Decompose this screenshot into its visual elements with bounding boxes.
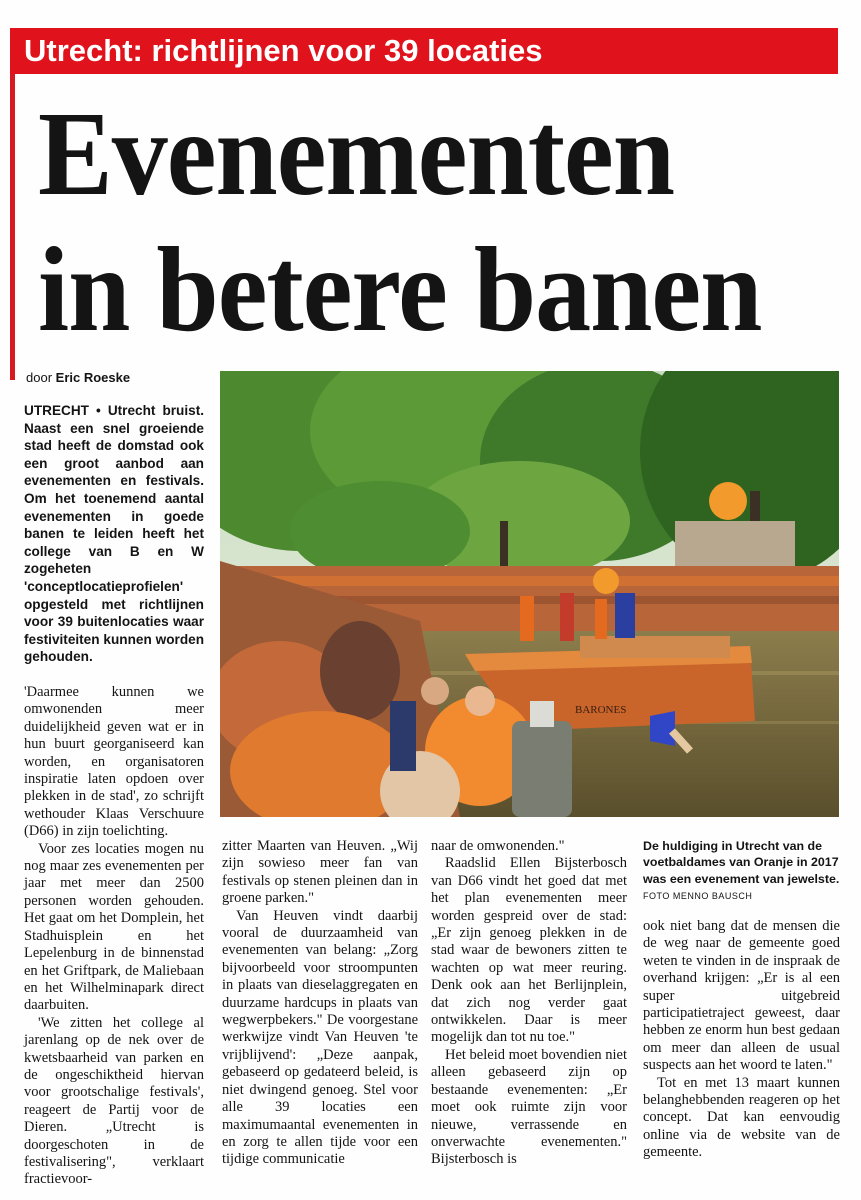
caption-text: De huldiging in Utrecht van de voetbaldames van Oranje in 2017 was een evenement van jewelste. [643, 839, 840, 886]
lead-text: Utrecht bruist. Naast een snel groeiende stad heeft de domstad ook een groot aanbod aan evenementen en festivals. Om het toenemend aantal evenementen in goede banen te leiden heeft het college van B en W zogeheten 'conceptlocatieprofielen' opgesteld met richtlijnen voor 39 buitenlocaties waar festiviteiten kunnen worden gehouden. [24, 403, 205, 665]
lead-paragraph [24, 402, 204, 666]
byline-prefix: door [26, 370, 53, 385]
col1-paragraph-1: 'Daarmee kunnen we omwonenden meer duidelijkheid geven wat er in hun buurt georganiseerd kan worden, en organisatoren inspiratie laten opdoen over plekken in de stad', zo schrijft wethouder Klaas Verschuure (D66) in zijn toelichting. [24, 684, 204, 840]
col1-paragraph-3: 'We zitten het college al jarenlang op de nek over de kwetsbaarheid van parken en de ongeschiktheid hiervan voor grootschalige festivals', reageert de Partij voor de Dieren. „Utrecht is doorgeschoten in de festivalisering", verklaart fractievoor- [24, 1014, 204, 1188]
photo-caption [643, 838, 840, 905]
left-red-rule [10, 28, 15, 380]
col3-paragraph-1: naar de omwonenden." [431, 838, 565, 854]
col3-paragraph-3: Het beleid moet bovendien niet alleen gebaseerd zijn op bestaande evenementen: „Er moet ook ruimte zijn voor nieuwe, verrassende en onverwachte evenementen." Bijsterbosch is [431, 1046, 628, 1168]
article-column-3 [431, 838, 627, 1169]
col2-paragraph-1: zitter Maarten van Heuven. „Wij zijn sowieso meer fan van festivals op stenen pleinen dan in groene parken." [222, 838, 418, 907]
article-column-2 [222, 838, 418, 1169]
photo-credit: FOTO MENNO BAUSCH [643, 891, 753, 902]
headline [38, 86, 838, 358]
col4-paragraph-1: ook niet bang dat de mensen die de weg naar de gemeente goed weten te vinden in de inspraak de overhand krijgen: „Er is al een super uitgebreid participatietraject geweest, daar hebben ze enorm hun best gedaan om meer dan alleen de usual suspects aan het woord te laten." [643, 918, 840, 1074]
boat-name: BARONES [575, 704, 627, 716]
article-column-1 [24, 684, 204, 1189]
byline [26, 370, 130, 385]
photo-illustration [220, 371, 839, 817]
dateline: UTRECHT • [24, 403, 101, 418]
kicker-banner: Utrecht: richtlijnen voor 39 locaties [10, 28, 838, 74]
headline-line-1: Evenementen [38, 87, 675, 221]
col3-paragraph-2: Raadslid Ellen Bijsterbosch van D66 vindt het goed dat met het plan evenementen meer worden gespreid over de stad: „Er zijn genoeg plekken in de stad waar de bewoners zitten te wachten op wat meer reuring. Denk ook aan het Berlijnplein, dat zich nog verder gaat ontwikkelen. Daar is meer mogelijk dan tot nu toe." [431, 855, 627, 1046]
byline-author: Eric Roeske [55, 370, 131, 385]
col4-paragraph-2: Tot en met 13 maart kunnen belanghebbenden reageren op het concept. Dat kan eenvoudig online via de website van de gemeente. [643, 1074, 840, 1161]
news-photo [220, 371, 839, 817]
col1-paragraph-2: Voor zes locaties mogen nu nog maar zes evenementen per jaar met meer dan 2500 personen worden gehouden. Het gaat om het Domplein, het Stadhuisplein en het Lepelenburg in de binnenstad en het Griftpark, de Maliebaan en het Wilhelminapark direct daarbuiten. [24, 840, 204, 1014]
col2-paragraph-2: Van Heuven vindt daarbij vooral de duurzaamheid van evenementen van belang: „Zorg bijvoorbeeld voor stroompunten in plaats van dieselaggregaten en duurzame hardcups in plaats van wegwerpbekers." De voorgestane werkwijze vindt Van Heuven 'te vrijblijvend': „Deze aanpak, gebaseerd op gedateerd beleid, is niet dwingend genoeg. Stel voor alle 39 locaties een maximumaantal evenementen in en zorg te allen tijde voor een tijdige communicatie [222, 907, 418, 1168]
article-column-4 [643, 918, 840, 1162]
headline-line-2: in betere banen [38, 223, 762, 358]
